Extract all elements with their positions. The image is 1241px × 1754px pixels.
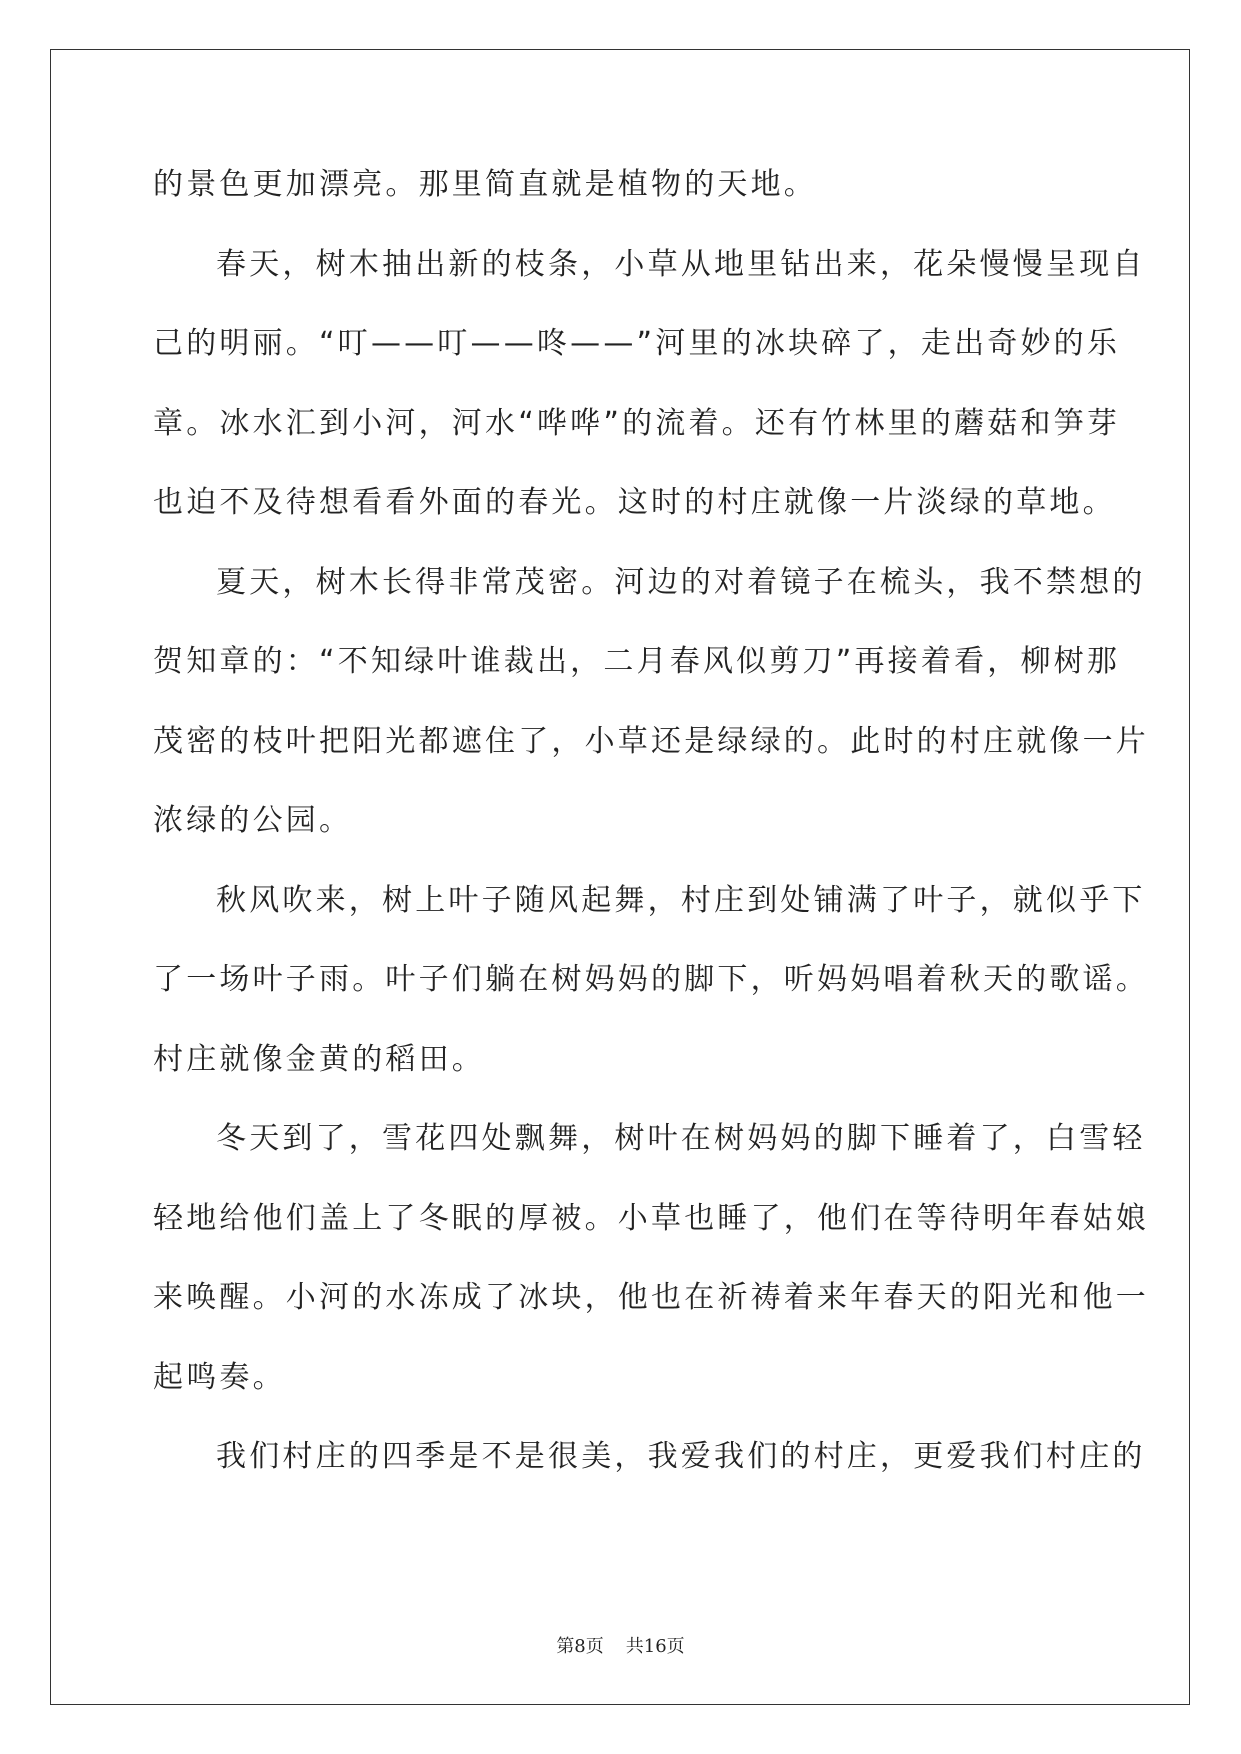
text-line: 轻地给他们盖上了冬眠的厚被。小草也睡了，他们在等待明年春姑娘 [153,1200,1149,1236]
paragraph-start-line: 秋风吹来，树上叶子随风起舞，村庄到处铺满了叶子，就似乎下 [216,882,1146,918]
page-number: 第8页 [556,1636,604,1657]
text-line: 浓绿的公园。 [153,803,353,838]
page-footer [0,1632,1241,1658]
text-line: 来唤醒。小河的水冻成了冰块，他也在祈祷着来年春天的阳光和他一 [153,1280,1149,1315]
paragraph-start-line: 冬天到了，雪花四处飘舞，树叶在树妈妈的脚下睡着了，白雪轻 [216,1121,1146,1156]
paragraph-start-line: 我们村庄的四季是不是很美，我爱我们的村庄，更爱我们村庄的 [216,1439,1146,1474]
text-line: 茂密的枝叶把阳光都遮住了，小草还是绿绿的。此时的村庄就像一片 [153,723,1149,759]
text-line: 章。冰水汇到小河，河水“哗哗”的流着。还有竹林里的蘑菇和笋芽 [153,405,1121,441]
text-line: 村庄就像金黄的稻田。 [153,1041,485,1077]
text-line: 起鸣奏。 [153,1359,286,1395]
text-line: 的景色更加漂亮。那里简直就是植物的天地。 [153,167,817,202]
text-line: 贺知章的：“不知绿叶谁裁出，二月春风似剪刀”再接着看，柳树那 [153,644,1121,679]
page-total: 共16页 [625,1636,685,1657]
document-body [153,160,1149,1512]
paragraph-start-line: 春天，树木抽出新的枝条，小草从地里钻出来，花朵慢慢呈现自 [216,246,1146,282]
text-line: 也迫不及待想看看外面的春光。这时的村庄就像一片淡绿的草地。 [153,485,1116,520]
paragraph-start-line: 夏天，树木长得非常茂密。河边的对着镜子在梳头，我不禁想的 [216,564,1146,600]
text-line: 己的明丽。“叮——叮——咚——”河里的冰块碎了，走出奇妙的乐 [153,326,1121,361]
text-line: 了一场叶子雨。叶子们躺在树妈妈的脚下，听妈妈唱着秋天的歌谣。 [153,962,1149,997]
